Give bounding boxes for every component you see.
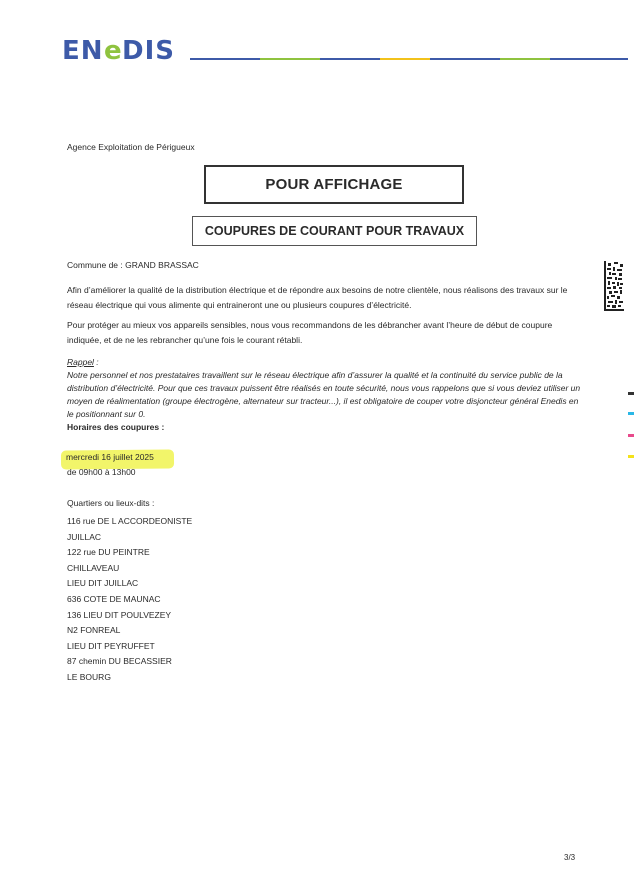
svg-text:DIS: DIS bbox=[122, 36, 175, 64]
districts-list bbox=[67, 514, 192, 686]
intro-paragraph: Afin d’améliorer la qualité de la distribution électrique et de répondre aux besoins de notre clientèle, nous réalisons des travaux sur le réseau électrique qui vous alimente qui entraineront une ou plusieurs coupures d’électricité. bbox=[67, 285, 568, 310]
district-item: 122 rue DU PEINTRE bbox=[67, 547, 150, 558]
agency-name: Agence Exploitation de Périgueux bbox=[67, 142, 195, 152]
logo-graphic bbox=[62, 36, 184, 64]
datamatrix-code bbox=[604, 261, 624, 311]
margin-mark-cyan bbox=[628, 412, 634, 415]
subject-title: COUPURES DE COURANT POUR TRAVAUX bbox=[204, 224, 465, 238]
reminder-text: Notre personnel et nos prestataires travaillent sur le réseau électrique afin d’assurer la qualité et la continuité du service public de la distribution d’électricité. Pour que ces travaux puissent être réalisés en toute sécurité, nous vous rappelons que si vous deviez utiliser un moyen de réalimentation (groupe électrogène, alternateur sur tracteur...), il est obligatoire de couper votre disjoncteur général Enedis en le positionnant sur 0. bbox=[67, 370, 581, 419]
posting-title-box bbox=[204, 165, 464, 204]
svg-text:EN: EN bbox=[62, 36, 104, 64]
posting-title: POUR AFFICHAGE bbox=[265, 176, 403, 193]
district-item: 136 LIEU DIT POULVEZEY bbox=[67, 609, 172, 620]
header-rule bbox=[190, 58, 628, 60]
margin-mark-black bbox=[628, 392, 634, 395]
district-item: LIEU DIT JUILLAC bbox=[67, 578, 139, 589]
commune-line: Commune de : GRAND BRASSAC bbox=[67, 260, 199, 270]
svg-text:e: e bbox=[104, 36, 123, 64]
district-item: CHILLAVEAU bbox=[67, 562, 120, 573]
district-item: 636 COTE DE MAUNAC bbox=[67, 593, 161, 604]
district-item: N2 FONREAL bbox=[67, 625, 121, 636]
district-item: 87 chemin DU BECASSIER bbox=[67, 656, 172, 667]
margin-mark-yellow bbox=[628, 455, 634, 458]
reminder-block bbox=[67, 356, 587, 421]
reminder-label: Rappel bbox=[67, 357, 94, 367]
districts-heading: Quartiers ou lieux-dits : bbox=[67, 498, 155, 508]
page-number: 3/3 bbox=[564, 853, 576, 862]
margin-mark-magenta bbox=[628, 434, 634, 437]
district-item: LIEU DIT PEYRUFFET bbox=[67, 640, 155, 651]
outage-hours-heading: Horaires des coupures : bbox=[67, 422, 165, 432]
district-item: LE BOURG bbox=[67, 671, 111, 682]
subject-title-box bbox=[192, 216, 477, 246]
advice-paragraph: Pour protéger au mieux vos appareils sensibles, nous vous recommandons de les débrancher avant l’heure de début de coupure indiquée, et de ne les rebrancher qu’une fois le courant rétabli. bbox=[67, 320, 553, 345]
outage-date: mercredi 16 juillet 2025 bbox=[66, 452, 154, 462]
outage-time: de 09h00 à 13h00 bbox=[67, 467, 136, 477]
reminder-label-suffix: : bbox=[93, 357, 99, 367]
district-item: JUILLAC bbox=[67, 531, 102, 542]
district-item: 116 rue DE L ACCORDEONISTE bbox=[67, 516, 193, 526]
enedis-logo bbox=[62, 36, 184, 71]
